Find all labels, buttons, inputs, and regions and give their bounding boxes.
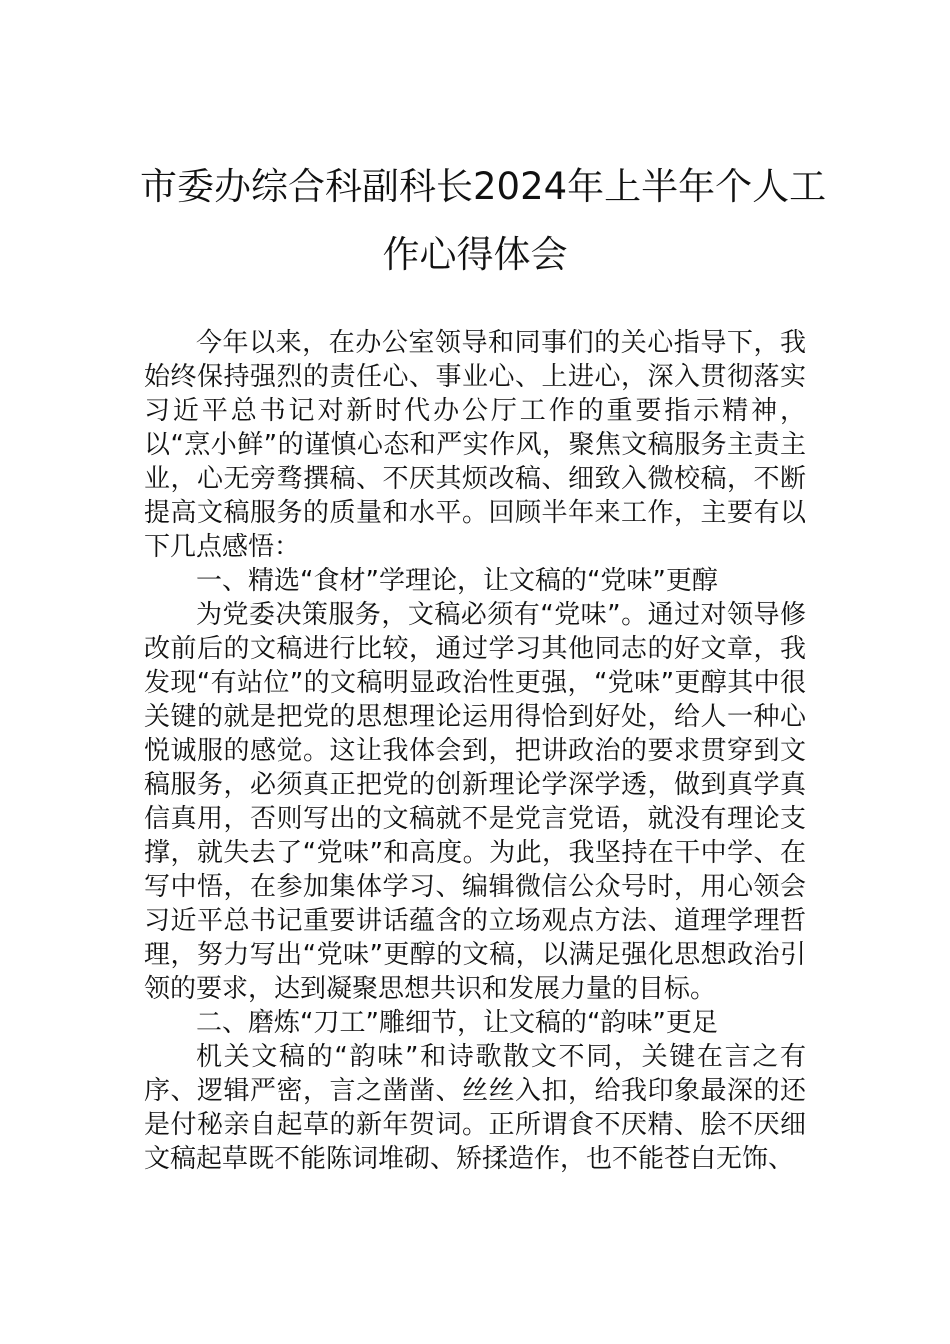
section-1-paragraph: 为党委决策服务，文稿必须有“党味”。通过对领导修改前后的文稿进行比较，通过学习其他同志的好文章，我发现“有站位”的文稿明显政治性更强，“党味”更醇其中很关键的就是把党的思想理论运用得恰到好处，给人一种心悦诚服的感觉。这让我体会到，把讲政治的要求贯穿到文稿服务，必须真正把党的创新理论学深学透，做到真学真信真用，否则写出的文稿就不是党言党语，就没有理论支撑，就失去了“党味”和高度。为此，我坚持在干中学、在写中悟，在参加集体学习、编辑微信公众号时，用心领会习近平总书记重要讲话蕴含的立场观点方法、道理学理哲理，努力写出“党味”更醇的文稿，以满足强化思想政治引领的要求，达到凝聚思想共识和发展力量的目标。 [144, 600, 806, 1004]
document-body [144, 326, 806, 1176]
section-2-paragraph: 机关文稿的“韵味”和诗歌散文不同，关键在言之有序、逻辑严密，言之凿凿、丝丝入扣，给我印象最深的还是付秘亲自起草的新年贺词。正所谓食不厌精、脍不厌细文稿起草既不能陈词堆砌、矫揉造作，也不能苍白无饰、 [144, 1042, 806, 1174]
section-heading-1: 一、精选“食材”学理论，让文稿的“党味”更醇 [196, 566, 718, 596]
document-title-line-1: 市委办综合科副科长2024年上半年个人工 [140, 165, 827, 208]
intro-paragraph: 今年以来，在办公室领导和同事们的关心指导下，我始终保持强烈的责任心、事业心、上进心，深入贯彻落实习近平总书记对新时代办公厅工作的重要指示精神，以“烹小鲜”的谨慎心态和严实作风，聚焦文稿服务主责主业，心无旁骛撰稿、不厌其烦改稿、细致入微校稿，不断提高文稿服务的质量和水平。回顾半年来工作，主要有以下几点感悟： [144, 328, 806, 562]
document-title-line-2: 作心得体会 [382, 233, 568, 276]
section-heading-2: 二、磨炼“刀工”雕细节，让文稿的“韵味”更足 [196, 1008, 718, 1038]
